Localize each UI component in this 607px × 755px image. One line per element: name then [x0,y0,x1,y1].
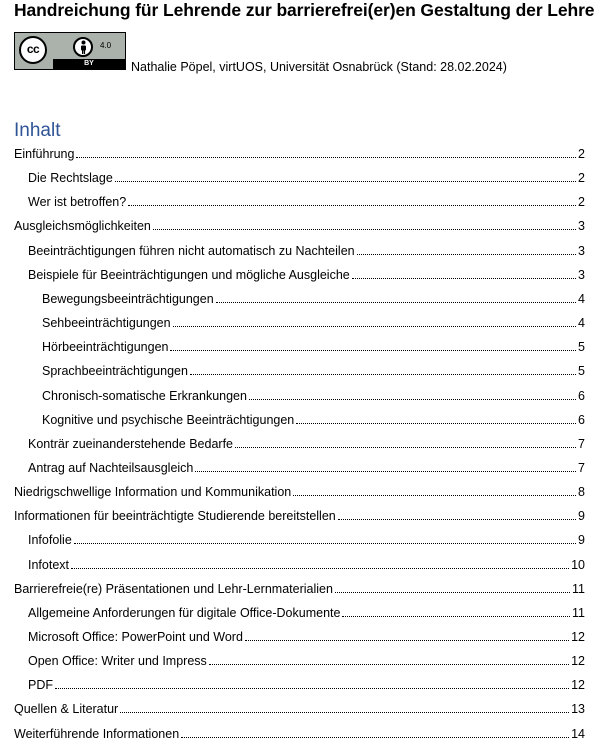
toc-entry[interactable] [42,363,607,379]
toc-entry-page: 12 [571,630,585,644]
toc-entry-label: Ausgleichsmöglichkeiten [14,219,151,234]
toc-entry[interactable] [28,460,607,476]
toc-entry-label: Allgemeine Anforderungen für digitale Office-Dokumente [28,605,341,620]
toc-entry-label: PDF [28,678,53,693]
toc-entry-label: Sehbeeinträchtigungen [42,316,171,331]
toc-entry[interactable] [14,581,607,597]
toc-entry-page: 10 [571,557,585,572]
toc-leader-dots [181,736,569,738]
toc-leader-dots [249,398,576,400]
toc-entry-page: 11 [572,605,585,620]
toc-entry-page: 9 [578,509,585,524]
toc-leader-dots [338,518,576,520]
toc-entry-label: Quellen & Literatur [14,702,119,717]
toc-entry-page: 12 [571,678,585,693]
toc-entry-label: Microsoft Office: PowerPoint und Word [28,630,243,644]
toc-entry[interactable] [42,339,607,355]
toc-entry-label: Infotext [28,557,69,572]
toc-entry[interactable] [14,146,607,162]
toc-leader-dots [195,470,576,472]
toc-entry-label: Barrierefreie(re) Präsentationen und Lehr-Lernmaterialien [14,581,333,596]
toc-entry-page: 13 [571,702,585,717]
toc-leader-dots [235,446,576,448]
toc-entry[interactable] [28,653,607,669]
toc-entry-page: 6 [578,412,585,427]
toc-entry-page: 4 [578,316,585,331]
toc-entry-label: Antrag auf Nachteilsausgleich [28,460,194,475]
toc-entry-page: 3 [578,243,585,258]
toc-entry-label: Konträr zueinanderstehende Bedarfe [28,436,234,451]
toc-entry-page: 12 [571,654,585,669]
toc-entry-page: 7 [578,460,585,475]
toc-entry[interactable] [42,388,607,404]
toc-leader-dots [74,542,576,544]
toc-entry[interactable] [28,677,607,693]
toc-leader-dots [293,494,576,496]
toc-entry[interactable] [28,243,607,259]
toc-entry-page: 7 [578,436,585,451]
toc-entry-label: Bewegungsbeeinträchtigungen [42,291,214,306]
toc-leader-dots [76,156,576,158]
toc-leader-dots [357,253,576,255]
toc-entry-page: 3 [578,219,585,234]
toc-leader-dots [128,204,576,206]
toc-entry-page: 3 [578,267,585,282]
toc-entry-page: 9 [578,533,585,548]
toc-entry-page: 6 [578,388,585,403]
toc-leader-dots [115,180,576,182]
toc-entry-label: Niedrigschwellige Information und Kommunikation [14,485,292,500]
toc-entry-page: 5 [578,340,585,355]
toc-leader-dots [342,615,570,617]
toc-leader-dots [209,663,569,665]
toc-leader-dots [55,687,569,689]
author-line: Nathalie Pöpel, virtUOS, Universität Osnabrück (Stand: 28.02.2024) [131,60,507,74]
toc-entry-label: Open Office: Writer und Impress [28,654,207,669]
toc-leader-dots [216,301,576,303]
toc-entry[interactable] [28,557,607,573]
toc-entry-page: 2 [578,195,585,210]
toc-entry-label: Sprachbeeinträchtigungen [42,364,188,379]
toc-entry-page: 14 [571,726,585,741]
toc-entry[interactable] [28,194,607,210]
toc-leader-dots [173,325,576,327]
toc-entry[interactable] [28,532,607,548]
toc-entry-label: Kognitive und psychische Beeinträchtigungen [42,412,295,427]
toc-entry[interactable] [42,412,607,428]
toc-entry-label: Wer ist betroffen? [28,195,127,210]
toc-entry-page: 2 [578,171,585,186]
toc-entry-label: Chronisch-somatische Erkrankungen [42,388,247,403]
document-title: Handreichung für Lehrende zur barrierefrei(er)en Gestaltung der Lehre [14,0,595,20]
toc-entry[interactable] [42,291,607,307]
toc-leader-dots [190,373,576,375]
toc-entry[interactable] [14,218,607,234]
toc-leader-dots [335,591,570,593]
license-version: 4.0 [100,41,112,50]
toc-entry-label: Die Rechtslage [28,171,113,186]
toc-entry-page: 11 [572,581,585,596]
toc-leader-dots [170,349,576,351]
toc-entry-label: Hörbeeinträchtigungen [42,340,169,355]
toc-entry[interactable] [28,170,607,186]
toc-leader-dots [245,639,569,641]
toc-leader-dots [352,277,576,279]
toc-leader-dots [120,711,569,713]
license-by-label: BY [53,59,125,69]
toc-entry[interactable] [28,436,607,452]
toc-entry[interactable] [42,315,607,331]
toc-entry-page: 4 [578,291,585,306]
toc-entry[interactable] [28,605,607,621]
attribution-person-icon [73,37,93,57]
toc-entry-page: 5 [578,364,585,379]
toc-entry-page: 8 [578,485,585,500]
toc-entry-label: Informationen für beeinträchtigte Studierende bereitstellen [14,509,336,524]
toc-leader-dots [296,422,576,424]
toc-heading: Inhalt [14,120,61,141]
toc-entry-label: Beeinträchtigungen führen nicht automatisch zu Nachteilen [28,243,355,258]
toc-entry-page: 2 [578,147,585,161]
toc-leader-dots [153,228,576,230]
toc-entry-label: Weiterführende Informationen [14,726,180,741]
toc-entry-label: Beispiele für Beeinträchtigungen und mögliche Ausgleiche [28,267,350,282]
cc-by-license-badge [14,32,126,70]
toc-entry[interactable] [14,726,607,742]
cc-icon: cc [19,36,47,64]
toc-entry[interactable] [14,484,607,500]
toc-leader-dots [71,567,569,569]
toc-entry[interactable] [28,629,607,645]
toc-entry[interactable] [14,508,607,524]
toc-entry-label: Infofolie [28,533,72,548]
toc-entry[interactable] [14,701,607,717]
toc-entry-label: Einführung [14,147,75,161]
toc-entry[interactable] [28,267,607,283]
